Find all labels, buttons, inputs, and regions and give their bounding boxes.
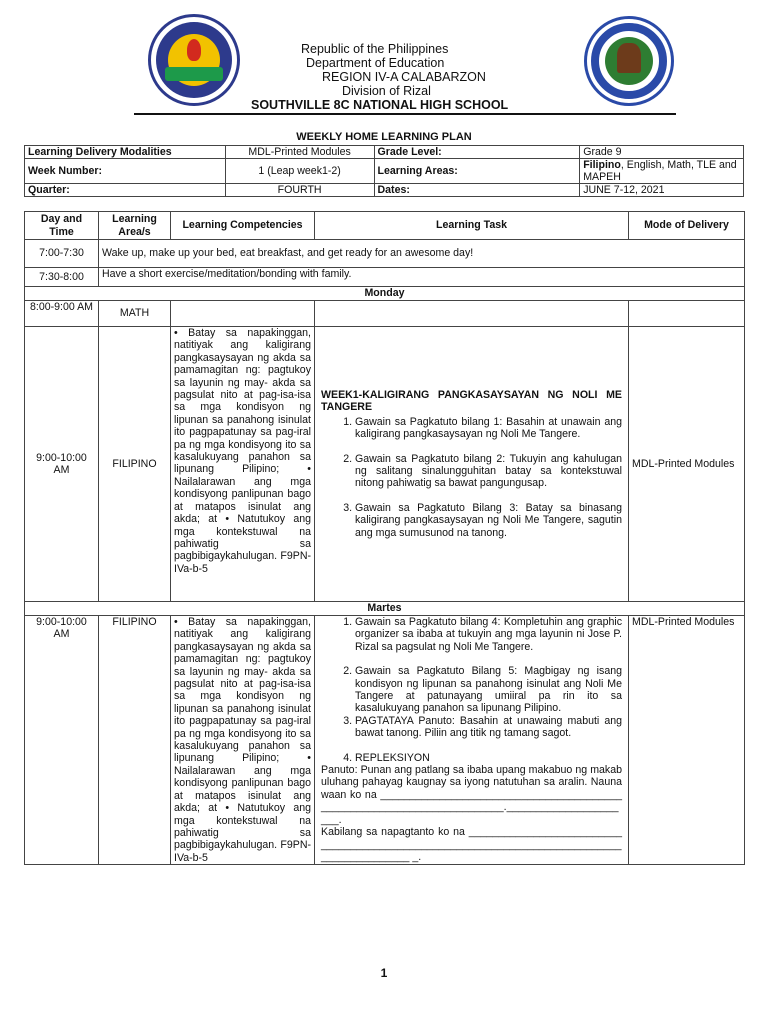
row-wakeup-time: 7:00-7:30 [25,240,99,268]
fil1-mode: MDL-Printed Modules [629,327,745,602]
fil2-task [315,616,629,865]
math-time: 8:00-9:00 AM [25,301,99,327]
grade-value: Grade 9 [580,146,744,159]
header-school-name: SOUTHVILLE 8C NATIONAL HIGH SCHOOL [251,98,509,112]
col-learning-task: Learning Task [315,212,629,240]
fil2-competency: • Batay sa napakinggan, natitiyak ang kaligirang pangkasaysayan ng akda sa pamamagitan ng: pagtukoy sa layunin ng may- akda sa pagsulat nito at pag-isa-isa sa mga kondisyon ng lipunan sa panahong isinulat ito pagpapatunay sa pag-iral pa ng mga kondisyong ito sa kasalukuyang panahon sa lipunang Pilipino; • Nailalarawan ang mga kondisyong panlipunan bago at matapos isinulat ang akda; at • Natutukoy ang mga kontekstuwal na pahiwatig sa pagbibigaykahulugan. F9PN-IVa-b-5 [171,616,315,865]
row-exercise-text: Have a short exercise/meditation/bonding with family. [99,268,745,287]
row-wakeup-text: Wake up, make up your bed, eat breakfast, and get ready for an awesome day! [99,240,745,268]
math-area: MATH [99,301,171,327]
fil1-task-item: 3. Gawain sa Pagkatuto Bilang 3: Batay sa binasang kaligirang pangkasaysayan ng Noli Me Tangere, sagutin ang mga sumusunod na tanong. [355,502,622,539]
areas-value-bold: Filipino [583,159,621,171]
fil1-competency: • Batay sa napakinggan, natitiyak ang kaligirang pangkasaysayan ng akda sa pamamagitan ng: pagtukoy sa layunin ng may- akda sa pagsulat nito at pag-isa-isa sa mga kondisyon ng lipunan sa panahong isinulat ito pagpapatunay sa pag-iral pa ng mga kondisyong ito sa kasalukuyang panahon sa lipunang Pilipino; • Nailalarawan ang mga kondisyong panlipunan bago at matapos isinulat ang akda; at • Natutukoy ang mga kontekstuwal na pahiwatig sa pagbibigaykahulugan. F9PN-IVa-b-5 [171,327,315,602]
col-day-time: Day and Time [25,212,99,240]
plan-title: WEEKLY HOME LEARNING PLAN [296,131,472,143]
modalities-value: MDL-Printed Modules [225,146,374,159]
row-exercise-time: 7:30-8:00 [25,268,99,287]
grade-label: Grade Level: [374,146,580,159]
week-value: 1 (Leap week1-2) [225,159,374,184]
quarter-value: FOURTH [225,184,374,197]
fil1-task-title: WEEK1-KALIGIRANG PANGKASAYSAYAN NG NOLI ME TANGERE [321,388,622,414]
areas-value-rest: , English, Math, TLE and MAPEH [583,159,737,183]
fil2-area: FILIPINO [99,616,171,865]
learning-plan-table [24,211,745,865]
fil2-task-item: 1. Gawain sa Pagkatuto bilang 4: Kompletuhin ang graphic organizer sa ibaba at tukuyin ang mga layunin ni Jose P. Rizal sa pagsulat ng Noli Me Tangere. [355,616,622,653]
fil2-task-item: 4. REPLEKSIYON [355,752,622,764]
areas-value [580,159,744,184]
math-task [315,301,629,327]
fil1-task-item: 1. Gawain sa Pagkatuto bilang 1: Basahin at unawain ang kaligirang pangkasaysayan ng Noli Me Tangere. [355,416,622,441]
fil2-panuto: Panuto: Punan ang patlang sa ibaba upang makabuo ng makabuluhang pahayag kaugnay sa iyong natutuhan sa aralin. Naunawaan ko na ________________________________________________________________________.______________________. [321,764,622,826]
header-divider [134,113,676,115]
header-deped: Department of Education [306,56,445,70]
fil1-task [315,327,629,602]
rizal-division-seal-icon [148,14,240,106]
fil1-area: FILIPINO [99,327,171,602]
header-republic: Republic of the Philippines [301,42,449,56]
school-seal-icon [584,16,674,106]
day-martes: Martes [25,602,745,616]
fil1-task-item: 2. Gawain sa Pagkatuto bilang 2: Tukuyin ang kahulugan ng salitang sinalungguhitan batay sa kontekstuwal nitong pahiwatig sa bawat pangungusap. [355,453,622,490]
modalities-label: Learning Delivery Modalities [25,146,226,159]
quarter-label: Quarter: [25,184,226,197]
day-monday: Monday [25,287,745,301]
fil2-task-item: 2. Gawain sa Pagkatuto Bilang 5: Magbigay ng isang kondisyon ng lipunan sa panahong isinulat ang Noli Me Tangere at patunayang umiiral pa rin ito sa kasalukuyang panahon sa lipunang Pilipino. [355,665,622,715]
fil2-task-item: 3. PAGTATAYA Panuto: Basahin at unawaing mabuti ang bawat tanong. Piliin ang titik ng tamang sagot. [355,715,622,740]
page-number: 1 [380,966,388,980]
header-division: Division of Rizal [342,84,431,98]
math-mode [629,301,745,327]
plan-info-table [24,145,744,197]
fil2-kabilang: Kabilang sa napagtanto ko na ____________________________________________________________________________________________ _. [321,826,622,863]
dates-value: JUNE 7-12, 2021 [580,184,744,197]
fil2-mode: MDL-Printed Modules [629,616,745,865]
document-header [0,0,768,118]
areas-label: Learning Areas: [374,159,580,184]
fil1-time: 9:00-10:00 AM [25,327,99,602]
dates-label: Dates: [374,184,580,197]
header-region: REGION IV-A CALABARZON [322,70,486,84]
col-competencies: Learning Competencies [171,212,315,240]
math-competency [171,301,315,327]
week-label: Week Number: [25,159,226,184]
col-mode-delivery: Mode of Delivery [629,212,745,240]
fil2-time: 9:00-10:00 AM [25,616,99,865]
col-learning-area: Learning Area/s [99,212,171,240]
